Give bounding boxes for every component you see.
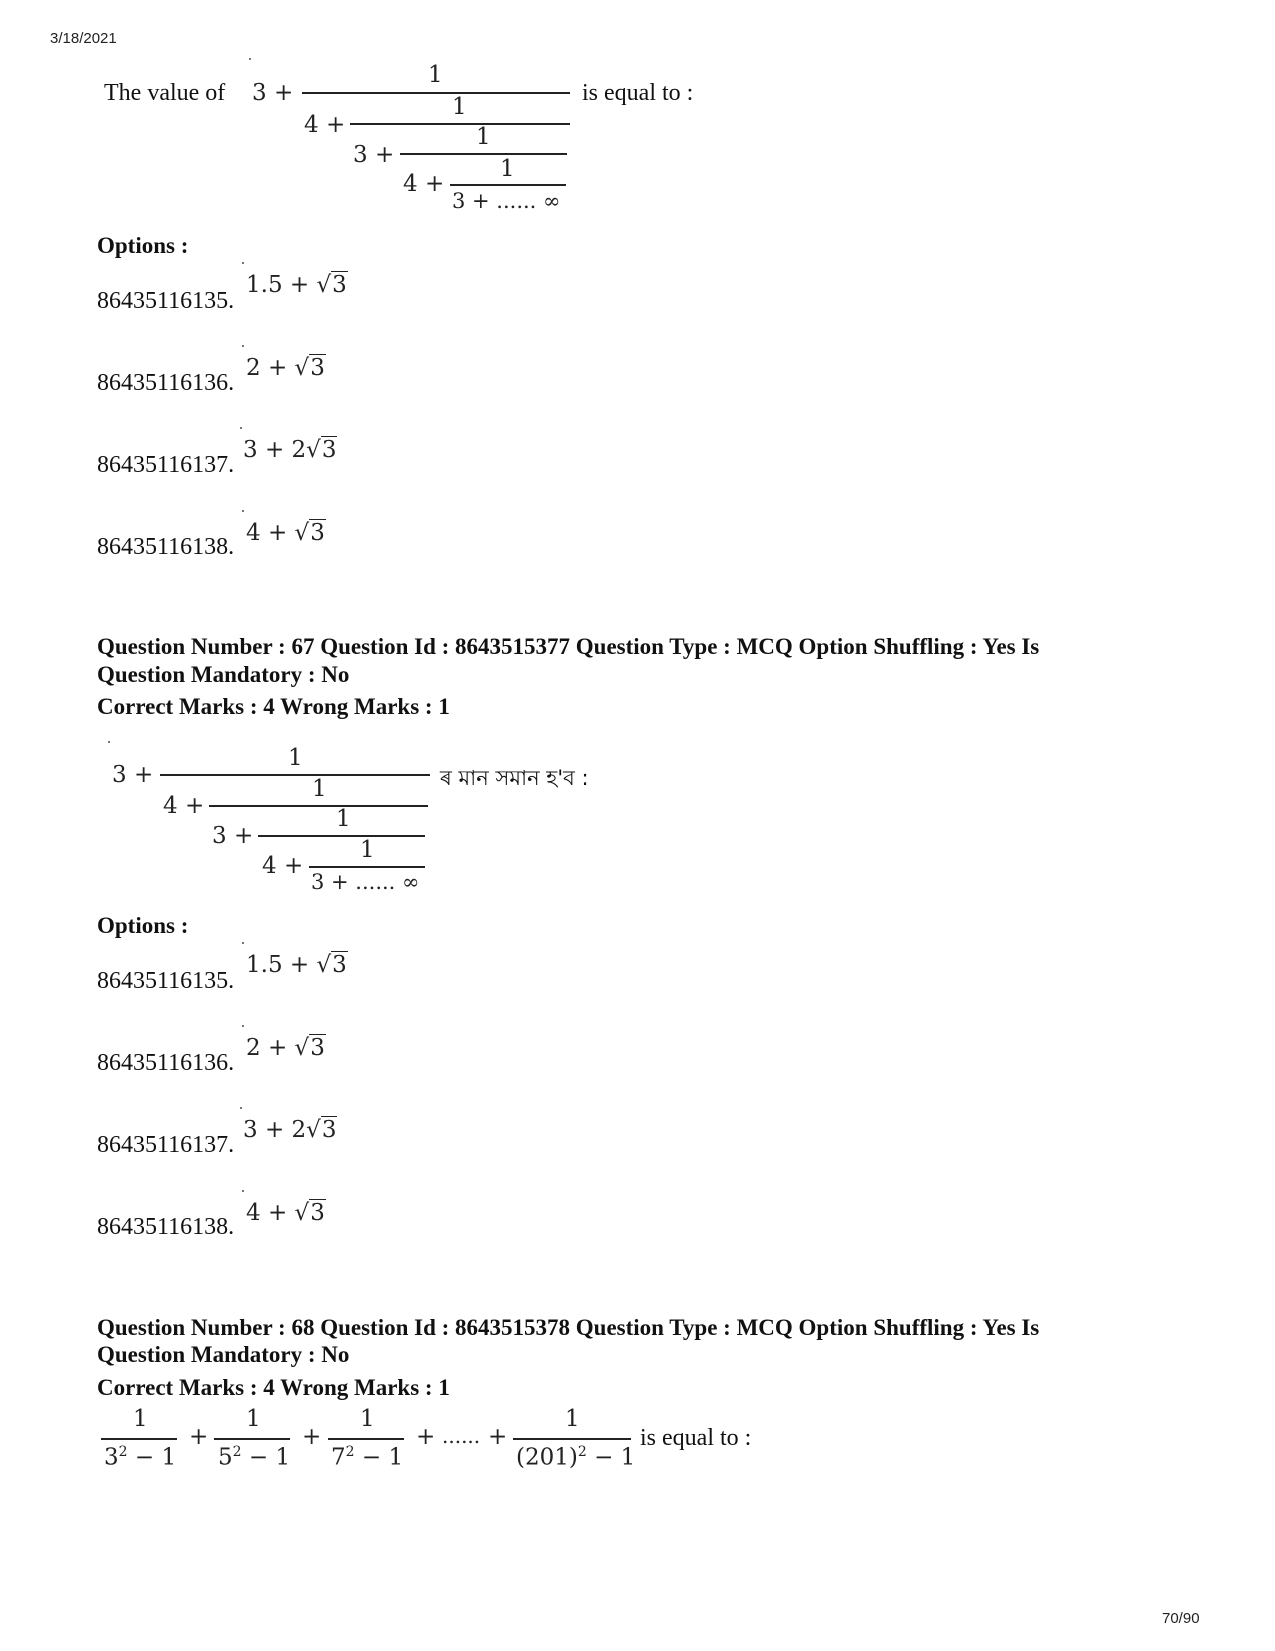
- option-math: 4 + √3: [246, 1200, 325, 1226]
- cf-numerator: 1: [452, 94, 467, 120]
- cf-numerator: 1: [500, 156, 515, 182]
- plus-sign: +: [416, 1424, 436, 1450]
- cf-term-4: 4 +: [304, 112, 346, 138]
- plus-sign: +: [302, 1424, 322, 1450]
- option-id: 86435116136.: [97, 1050, 235, 1076]
- q68-marks: Correct Marks : 4 Wrong Marks : 1: [97, 1375, 450, 1400]
- q66-tail-text: is equal to :: [582, 80, 694, 106]
- q68-tail-text: is equal to :: [640, 1425, 752, 1451]
- ellipsis: ......: [442, 1424, 481, 1448]
- plus-sign: +: [189, 1424, 209, 1450]
- option-id: 86435116137.: [97, 452, 235, 478]
- q67-tail-text: ৰ মান সমান হ'ব :: [440, 766, 589, 790]
- q66-options-label: Options :: [97, 233, 189, 258]
- q67-meta-line2: Question Mandatory : No: [97, 662, 350, 687]
- option-id: 86435116138.: [97, 534, 235, 560]
- option-math: 3 + 2√3: [243, 437, 337, 463]
- cf-numerator: 1: [360, 837, 375, 863]
- q67-marks: Correct Marks : 4 Wrong Marks : 1: [97, 694, 450, 719]
- plus-sign: +: [488, 1424, 508, 1450]
- cf-term-3: 3 +: [212, 823, 254, 849]
- fraction-numerator: 1: [133, 1406, 148, 1432]
- q67-options-label: Options :: [97, 913, 189, 938]
- fraction-denominator: $3^2 - 1$: [104, 1444, 177, 1471]
- option-math: 4 + √3: [246, 520, 325, 546]
- option-math: 3 + 2√3: [243, 1117, 337, 1143]
- q68-meta-line1: Question Number : 68 Question Id : 8643515378 Question Type : MCQ Option Shuffling : Yes Is: [97, 1315, 1040, 1340]
- option-id: 86435116136.: [97, 370, 235, 396]
- option-id: 86435116138.: [97, 1214, 235, 1240]
- fraction-numerator: 1: [565, 1406, 580, 1432]
- page-number: 70/90: [1162, 1610, 1200, 1627]
- fraction-denominator: $(201)^2 - 1$: [516, 1444, 636, 1471]
- cf-term-3: 3 +: [112, 762, 154, 788]
- q66-lead-text: The value of: [104, 80, 226, 106]
- option-id: 86435116135.: [97, 288, 235, 314]
- fraction-numerator: 1: [246, 1406, 261, 1432]
- cf-numerator: 1: [476, 124, 491, 150]
- print-date: 3/18/2021: [50, 30, 117, 47]
- option-math: 2 + √3: [246, 355, 325, 381]
- cf-numerator: 1: [312, 776, 327, 802]
- cf-term-4: 4 +: [403, 171, 445, 197]
- option-math: 1.5 + √3: [246, 952, 347, 978]
- fraction-denominator: $5^2 - 1$: [218, 1444, 291, 1471]
- cf-term-4: 4 +: [163, 793, 205, 819]
- option-id: 86435116137.: [97, 1132, 235, 1158]
- q67-meta-line1: Question Number : 67 Question Id : 8643515377 Question Type : MCQ Option Shuffling : Yes Is: [97, 634, 1040, 659]
- cf-numerator: 1: [428, 62, 443, 88]
- option-id: 86435116135.: [97, 968, 235, 994]
- cf-term-4: 4 +: [262, 853, 304, 879]
- cf-tail-infinity: 3 + ...... ∞: [452, 189, 561, 213]
- cf-numerator: 1: [288, 745, 303, 771]
- cf-numerator: 1: [336, 806, 351, 832]
- cf-tail-infinity: 3 + ...... ∞: [311, 870, 420, 894]
- cf-term-3: 3 +: [252, 80, 294, 106]
- option-math: 2 + √3: [246, 1035, 325, 1061]
- cf-term-3: 3 +: [353, 142, 395, 168]
- q68-meta-line2: Question Mandatory : No: [97, 1342, 350, 1367]
- fraction-numerator: 1: [360, 1406, 375, 1432]
- option-math: 1.5 + √3: [246, 272, 347, 298]
- fraction-denominator: $7^2 - 1$: [331, 1444, 404, 1471]
